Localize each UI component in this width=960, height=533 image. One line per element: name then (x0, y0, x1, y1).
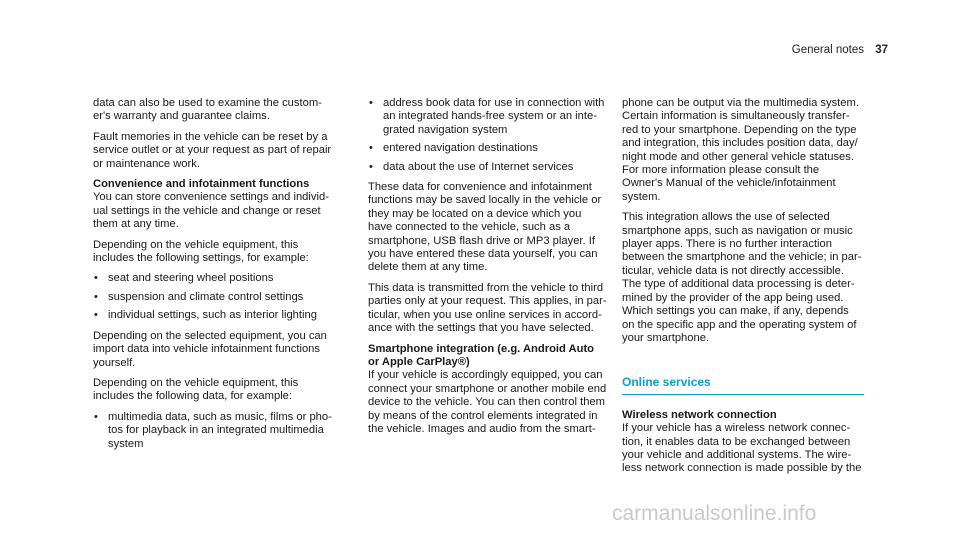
column-2 (368, 97, 608, 443)
list-item: • multimedia data, such as music, films or pho-tos for playback in an integrated multimedia system (94, 410, 332, 450)
spacer (622, 352, 862, 376)
bullet-list (93, 411, 333, 451)
bullet-icon: • (369, 142, 373, 155)
list-item: • suspension and climate control settings (94, 290, 304, 303)
paragraph: Depending on the selected equipment, you can import data into vehicle infotainment functions yourself. (93, 329, 327, 369)
list-item: • data about the use of Internet services (369, 160, 574, 173)
paragraph: data can also be used to examine the custom-er's warranty and guarantee claims. (93, 97, 322, 123)
heading: Smartphone integration (e.g. Android Auto or Apple CarPlay®) (368, 342, 595, 368)
running-header (792, 44, 888, 57)
page-number: 37 (875, 44, 888, 56)
bullet-icon: • (94, 309, 98, 322)
bullet-list (93, 272, 333, 322)
bullet-icon: • (94, 272, 98, 285)
bullet-list (368, 97, 608, 174)
heading: Wireless network connection (622, 408, 777, 421)
paragraph: If your vehicle is accordingly equipped, you can connect your smartphone or another mobile end device to the vehicle. You can then control them by means of the control elements integrated in the vehicle. Images and audio from the smart- (368, 369, 607, 435)
list-item: • entered navigation destinations (369, 142, 538, 155)
bullet-icon: • (94, 290, 98, 303)
paragraph: phone can be output via the multimedia system. Certain information is simultaneously transfer-red to your smartphone. Depending on the type and integration, this includes position data, day/ night mode and other general vehicle statuses. For more information please consult the Owner's Manual of the vehicle/infotainment system. (622, 97, 859, 203)
paragraph: If your vehicle has a wireless network connec-tion, it enables data to be exchanged between your vehicle and additional systems. The wire-less network connection is made possible by the (622, 422, 862, 475)
bullet-icon: • (369, 97, 373, 109)
list-item: • address book data for use in connection with an integrated hands-free system or an inte-grated navigation system (369, 97, 605, 136)
column-1 (93, 97, 333, 458)
paragraph: This integration allows the use of selected smartphone apps, such as navigation or music player apps. There is no further interaction between the smartphone and the vehicle; in par-ticular, vehicle data is not directly accessible. The type of additional data processing is deter-mined by the provider of the app being used. Which settings you can make, if any, depends on the specific app and the operating system of your smartphone. (622, 211, 862, 344)
bullet-icon: • (369, 160, 373, 173)
paragraph: These data for convenience and infotainment functions may be saved locally in the vehicle or they may be located on a device which you have connected to the vehicle, such as a smartphone, USB flash drive or MP3 player. If you have entered these data yourself, you can delete them at any time. (368, 181, 602, 274)
bullet-icon: • (94, 410, 98, 423)
list-item: • seat and steering wheel positions (94, 272, 274, 285)
section-title: Online services (622, 376, 864, 394)
section-name: General notes (791, 44, 864, 56)
heading: Convenience and infotainment functions (93, 178, 310, 191)
column-3 (622, 97, 862, 483)
watermark: carmanualsonline.info (612, 502, 817, 525)
paragraph: This data is transmitted from the vehicle to third parties only at your request. This applies, in par-ticular, when you use online services in accord-ance with the settings that you have selected. (368, 281, 607, 335)
paragraph: Depending on the vehicle equipment, this includes the following settings, for example: (93, 238, 309, 265)
paragraph: You can store convenience settings and individ-ual settings in the vehicle and change or reset them at any time. (93, 191, 329, 231)
paragraph: Depending on the vehicle equipment, this includes the following data, for example: (93, 376, 299, 403)
paragraph: Fault memories in the vehicle can be reset by a service outlet or at your request as part of repair or maintenance work. (93, 130, 332, 170)
list-item: • individual settings, such as interior lighting (94, 309, 317, 322)
